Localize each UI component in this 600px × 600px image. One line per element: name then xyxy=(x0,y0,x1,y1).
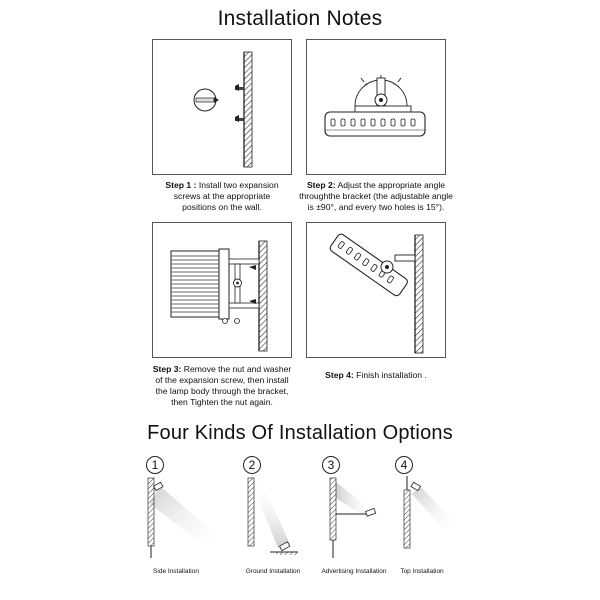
step-4-panel xyxy=(306,222,446,358)
page-title: Installation Notes xyxy=(217,7,383,30)
step-2-text-3: is ±90°, and every two holes is 15°). xyxy=(307,202,445,212)
step-2-caption xyxy=(294,180,458,213)
installation-options-illustration xyxy=(130,472,490,562)
step-3-text-3: the lamp body through the bracket, xyxy=(155,386,289,396)
step-2-text-2: throughthe bracket (the adjustable angle xyxy=(299,191,453,201)
angle-mark-left: + xyxy=(365,82,368,88)
step-3-caption xyxy=(140,364,304,408)
option-1-number: 1 xyxy=(146,456,164,474)
options-title: Four Kinds Of Installation Options xyxy=(147,422,453,444)
advertising-installation-figure xyxy=(330,478,376,558)
step-4-label: Step 4: xyxy=(325,370,354,380)
step-1-text-3: positions on the wall. xyxy=(182,202,262,212)
option-4-number: 4 xyxy=(395,456,413,474)
step-4-text-1: Finish installation . xyxy=(356,370,427,380)
step-3-text-2: of the expansion screw, then install xyxy=(155,375,289,385)
step-3-text-1: Remove the nut and washer xyxy=(183,364,292,374)
lamp-mounting-illustration xyxy=(153,223,293,359)
option-3-number: 3 xyxy=(322,456,340,474)
finished-installation-illustration xyxy=(307,223,447,359)
step-1-text-1: Install two expansion xyxy=(198,180,279,190)
bracket-angle-illustration xyxy=(307,40,447,176)
top-installation-figure xyxy=(404,476,456,548)
option-4-label: Top Installation xyxy=(400,568,444,575)
step-3-label: Step 3: xyxy=(152,364,182,374)
step-2-text-1: Adjust the appropriate angle xyxy=(337,180,446,190)
expansion-screw-illustration xyxy=(153,40,293,176)
option-2-label: Ground Installation xyxy=(245,568,301,575)
step-2-label: Step 2: xyxy=(306,180,336,190)
step-1-panel xyxy=(152,39,292,175)
step-2-panel xyxy=(306,39,446,175)
angle-mark-right: − xyxy=(393,82,396,88)
ground-installation-figure xyxy=(248,478,298,555)
step-1-label: Step 1 : xyxy=(165,180,197,190)
side-installation-figure xyxy=(148,478,220,558)
step-3-panel xyxy=(152,222,292,358)
step-1-caption xyxy=(152,180,292,213)
option-2-number: 2 xyxy=(243,456,261,474)
option-1-label: Side Installation xyxy=(153,568,199,575)
step-1-text-2: screws at the appropriate xyxy=(173,191,271,201)
option-3-label: Advertising Installation xyxy=(321,568,387,575)
step-4-caption xyxy=(306,370,446,381)
step-3-text-4: then Tighten the nut again. xyxy=(171,397,273,407)
